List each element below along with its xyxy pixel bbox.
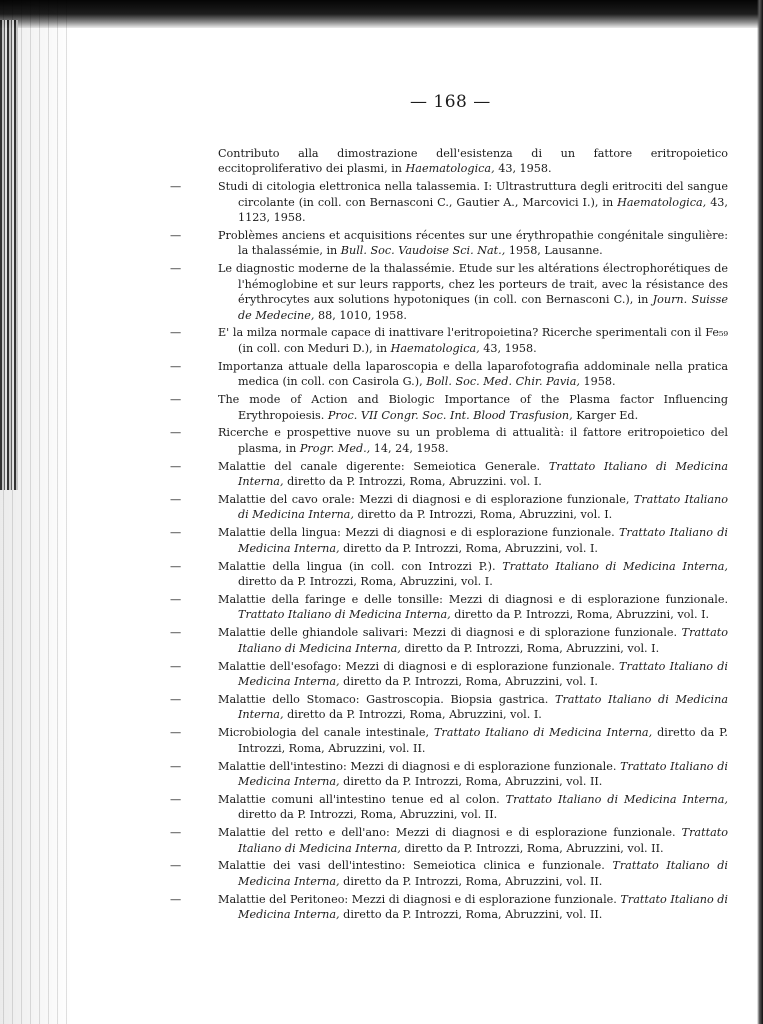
entry-text-tail: diretto da P. Introzzi, Roma, Abruzzini, vol. I. xyxy=(238,575,493,589)
entry-text-plain: Microbiologia del canale intestinale, xyxy=(218,726,434,740)
bibliography-entry xyxy=(170,659,728,690)
entry-text-plain: Studi di citologia elettronica nella talassemia. I: Ultrastruttura degli eritrociti del sangue circolante (in coll. con Bernasconi C., Gautier A., Marcovici I.), in xyxy=(218,180,728,209)
entry-text-plain: Malattie dell'intestino: Mezzi di diagnosi e di esplorazione funzionale. xyxy=(218,759,621,773)
entry-text-plain: Malattie comuni all'intestino tenue ed al colon. xyxy=(218,792,506,806)
entry-journal-title: Boll. Soc. Med. Chir. Pavia, xyxy=(426,375,580,389)
entry-journal-title: Trattato Italiano di Medicina Interna, xyxy=(238,759,728,788)
entry-text xyxy=(218,892,728,923)
entry-journal-title: Trattato Italiano di Medicina Interna, xyxy=(238,892,728,922)
entry-text xyxy=(218,228,728,259)
entry-journal-title: Trattato Italiano di Medicina Interna, xyxy=(505,792,728,806)
entry-text-tail: diretto da P. Introzzi, Roma, Abruzzini, vol. II. xyxy=(339,908,603,922)
entry-journal-title: Progr. Med., xyxy=(299,441,371,455)
entry-dash: — xyxy=(170,626,182,640)
entry-dash: — xyxy=(170,759,182,773)
entry-dash: — xyxy=(170,526,182,540)
entry-text-tail: 14, 24, 1958. xyxy=(370,441,449,455)
bibliography-entry xyxy=(170,359,728,390)
entry-text-tail: 1958, Lausanne. xyxy=(505,244,603,258)
entry-text-tail: 1958. xyxy=(579,375,616,389)
bibliography-entry xyxy=(170,228,728,259)
entry-text xyxy=(218,359,728,390)
entry-dash: — xyxy=(170,393,182,407)
bibliography-entry xyxy=(170,459,728,490)
entry-journal-title: Trattato Italiano di Medicina Interna, xyxy=(433,726,653,740)
bibliography-entry xyxy=(170,179,728,225)
entry-text-tail: 43, 1958. xyxy=(479,341,537,355)
entry-text xyxy=(218,459,728,490)
entry-dash: — xyxy=(170,859,182,873)
entry-text xyxy=(218,625,728,656)
entry-text-tail: diretto da P. Introzzi, Roma, Abruzzini, vol. I. xyxy=(283,708,542,722)
entry-journal-title: Haematologica, xyxy=(390,341,480,355)
entry-dash: — xyxy=(170,792,182,806)
entry-text xyxy=(218,425,728,456)
entry-dash: — xyxy=(170,229,182,243)
entry-text-tail: Karger Ed. xyxy=(572,408,639,422)
bibliography-entry xyxy=(170,146,728,177)
entry-journal-title: Trattato Italiano di Medicina Interna, xyxy=(238,608,451,622)
entry-text-plain: Malattie dell'esofago: Mezzi di diagnosi e di esplorazione funzionale. xyxy=(218,659,620,673)
entry-text-plain: Problèmes anciens et acquisitions récentes sur une érythropathie congénitale singulière: la thalassémie, in xyxy=(218,229,728,258)
entry-journal-title: Bull. Soc. Vaudoise Sci. Nat., xyxy=(340,244,506,258)
bibliography-entry xyxy=(170,858,728,889)
entry-text xyxy=(218,392,728,423)
entry-text-tail: diretto da P. Introzzi, Roma, Abruzzini. vol. I. xyxy=(283,475,542,489)
entry-text-plain: Malattie del Peritoneo: Mezzi di diagnosi e di esplorazione funzionale. xyxy=(218,892,621,906)
bibliography-entry xyxy=(170,261,728,323)
entry-journal-title: Trattato Italiano di Medicina Interna, xyxy=(238,493,728,522)
entry-dash: — xyxy=(170,426,182,440)
entry-text xyxy=(218,692,728,723)
bibliography-entry xyxy=(170,325,728,356)
bibliography-entry xyxy=(170,892,728,923)
entry-text-plain: Malattie della faringe e delle tonsille: Mezzi di diagnosi e di esplorazione funzionale. xyxy=(218,592,728,606)
entry-text-tail: diretto da P. Introzzi, Roma, Abruzzini, vol. II. xyxy=(238,808,498,822)
entry-text-tail: 88, 1010, 1958. xyxy=(314,308,407,322)
bibliography-entry xyxy=(170,759,728,790)
entry-journal-title: Trattato Italiano di Medicina Interna, xyxy=(238,459,728,489)
entry-text-plain: Ricerche e prospettive nuove su un problema di attualità: il fattore eritropoietico del plasma, in xyxy=(218,426,728,455)
entry-text-tail: diretto da P. Introzzi, Roma, Abruzzini, vol. I. xyxy=(450,608,710,622)
entry-journal-title: Trattato Italiano di Medicina Interna, xyxy=(502,559,728,573)
entry-journal-title: Journ. Suisse de Medecine, xyxy=(238,293,728,322)
entry-text-plain: The mode of Action and Biologic Importance of the Plasma factor Influencing Erythropoiesis. xyxy=(218,393,728,422)
entry-text-tail: diretto da P. Introzzi, Roma, Abruzzini, vol. II. xyxy=(339,874,603,888)
entry-text-tail: diretto da P. Introzzi, Roma, Abruzzini, vol. II. xyxy=(238,726,728,755)
entry-dash: — xyxy=(170,493,182,507)
entry-text-tail: 43, 1958. xyxy=(494,162,552,176)
entry-text xyxy=(218,325,728,356)
page-number: — 168 — xyxy=(410,92,491,112)
entry-dash: — xyxy=(170,592,182,606)
scan-top-shadow xyxy=(0,0,763,28)
entry-dash: — xyxy=(170,559,182,573)
entry-text-plain: Malattie del retto e dell'ano: Mezzi di diagnosi e di esplorazione funzionale. xyxy=(218,826,682,840)
entry-dash: — xyxy=(170,892,182,906)
entry-text-plain: Malattie dello Stomaco: Gastroscopia. Biopsia gastrica. xyxy=(218,692,555,706)
entry-text-tail: 43, 1123, 1958. xyxy=(238,195,728,225)
bibliography-entry xyxy=(170,525,728,556)
entry-text xyxy=(218,759,728,790)
entry-dash: — xyxy=(170,826,182,840)
bibliography-entry xyxy=(170,592,728,623)
entry-text xyxy=(218,146,728,177)
scan-right-edge-shadow xyxy=(757,0,763,1024)
bibliography-entry xyxy=(170,692,728,723)
entry-text-plain: Malattie della lingua: Mezzi di diagnosi e di esplorazione funzionale. xyxy=(218,526,619,540)
entry-journal-title: Trattato Italiano di Medicina Interna, xyxy=(238,859,728,888)
entry-text-plain: Malattie del cavo orale: Mezzi di diagnosi e di esplorazione funzionale, xyxy=(218,493,634,507)
entry-text xyxy=(218,261,728,323)
bibliography-entry xyxy=(170,625,728,656)
entry-text-tail: diretto da P. Introzzi, Roma, Abruzzini, vol. I. xyxy=(339,541,598,555)
entry-text xyxy=(218,725,728,756)
bibliography-entry xyxy=(170,725,728,756)
entry-dash: — xyxy=(170,659,182,673)
entry-text-plain: E' la milza normale capace di inattivare l'eritropoietina? Ricerche sperimentali con il Fe₅₉ (in coll. con Meduri D.), in xyxy=(218,326,728,355)
entry-text xyxy=(218,659,728,690)
entry-journal-title: Trattato Italiano di Medicina Interna, xyxy=(238,626,728,655)
entry-dash: — xyxy=(170,262,182,276)
entry-journal-title: Trattato Italiano di Medicina Interna, xyxy=(238,659,729,688)
entry-text xyxy=(218,492,728,523)
entry-text xyxy=(218,525,728,556)
bibliography-entry xyxy=(170,492,728,523)
bibliography-entry xyxy=(170,792,728,823)
entry-text-tail: diretto da P. Introzzi, Roma, Abruzzini, vol. I. xyxy=(353,508,613,522)
entry-text-tail: diretto da P. Introzzi, Roma, Abruzzini, vol. II. xyxy=(400,841,664,855)
entry-dash: — xyxy=(170,180,182,194)
entry-journal-title: Haematologica, xyxy=(405,162,495,176)
entry-journal-title: Trattato Italiano di Medicina Interna, xyxy=(238,526,728,555)
entry-text-plain: Importanza attuale della laparoscopia e della laparofotografia addominale nella pratica medica (in coll. con Casirola G.), xyxy=(218,359,728,389)
entry-dash: — xyxy=(170,326,182,340)
entry-journal-title: Proc. VII Congr. Soc. Int. Blood Trasfusion, xyxy=(327,408,573,422)
scan-binding-edge xyxy=(0,20,18,490)
entry-text-plain: Malattie dei vasi dell'intestino: Semeiotica clinica e funzionale. xyxy=(218,859,613,873)
bibliography-list xyxy=(170,146,728,925)
entry-text-plain: Le diagnostic moderne de la thalassémie. Etude sur les altérations électrophorétiques de l'hémoglobine et sur leurs rapports, chez les porteurs de trait, avec la résistance des érythrocytes aux solutions hypotoniques (in coll. con Bernasconi C.), in xyxy=(218,262,728,307)
entry-dash: — xyxy=(170,359,182,373)
entry-text xyxy=(218,792,728,823)
entry-text-plain: Contributo alla dimostrazione dell'esistenza di un fattore eritropoietico eccitoproliferativo dei plasmi, in xyxy=(218,147,728,176)
entry-dash: — xyxy=(170,459,182,473)
bibliography-entry xyxy=(170,825,728,856)
entry-text-plain: Malattie del canale digerente: Semeiotica Generale. xyxy=(218,459,549,473)
entry-text-tail: diretto da P. Introzzi, Roma, Abruzzini, vol. I. xyxy=(339,675,598,688)
entry-dash: — xyxy=(170,726,182,740)
entry-text xyxy=(218,825,728,856)
entry-text-plain: Malattie della lingua (in coll. con Introzzi P.). xyxy=(218,559,503,573)
bibliography-entry xyxy=(170,559,728,590)
entry-text xyxy=(218,592,728,623)
entry-text-tail: diretto da P. Introzzi, Roma, Abruzzini, vol. II. xyxy=(339,774,603,788)
entry-journal-title: Haematologica, xyxy=(617,195,707,209)
bibliography-entry xyxy=(170,425,728,456)
entry-text-plain: Malattie delle ghiandole salivari: Mezzi di diagnosi e di splorazione funzionale. xyxy=(218,626,682,640)
entry-text xyxy=(218,179,728,225)
entry-journal-title: Trattato Italiano di Medicina Interna, xyxy=(238,692,728,722)
entry-text xyxy=(218,858,728,889)
bibliography-entry xyxy=(170,392,728,423)
entry-dash: — xyxy=(170,692,182,706)
entry-journal-title: Trattato Italiano di Medicina Interna, xyxy=(238,826,728,855)
entry-text xyxy=(218,559,728,590)
entry-text-tail: diretto da P. Introzzi, Roma, Abruzzini, vol. I. xyxy=(400,641,660,655)
